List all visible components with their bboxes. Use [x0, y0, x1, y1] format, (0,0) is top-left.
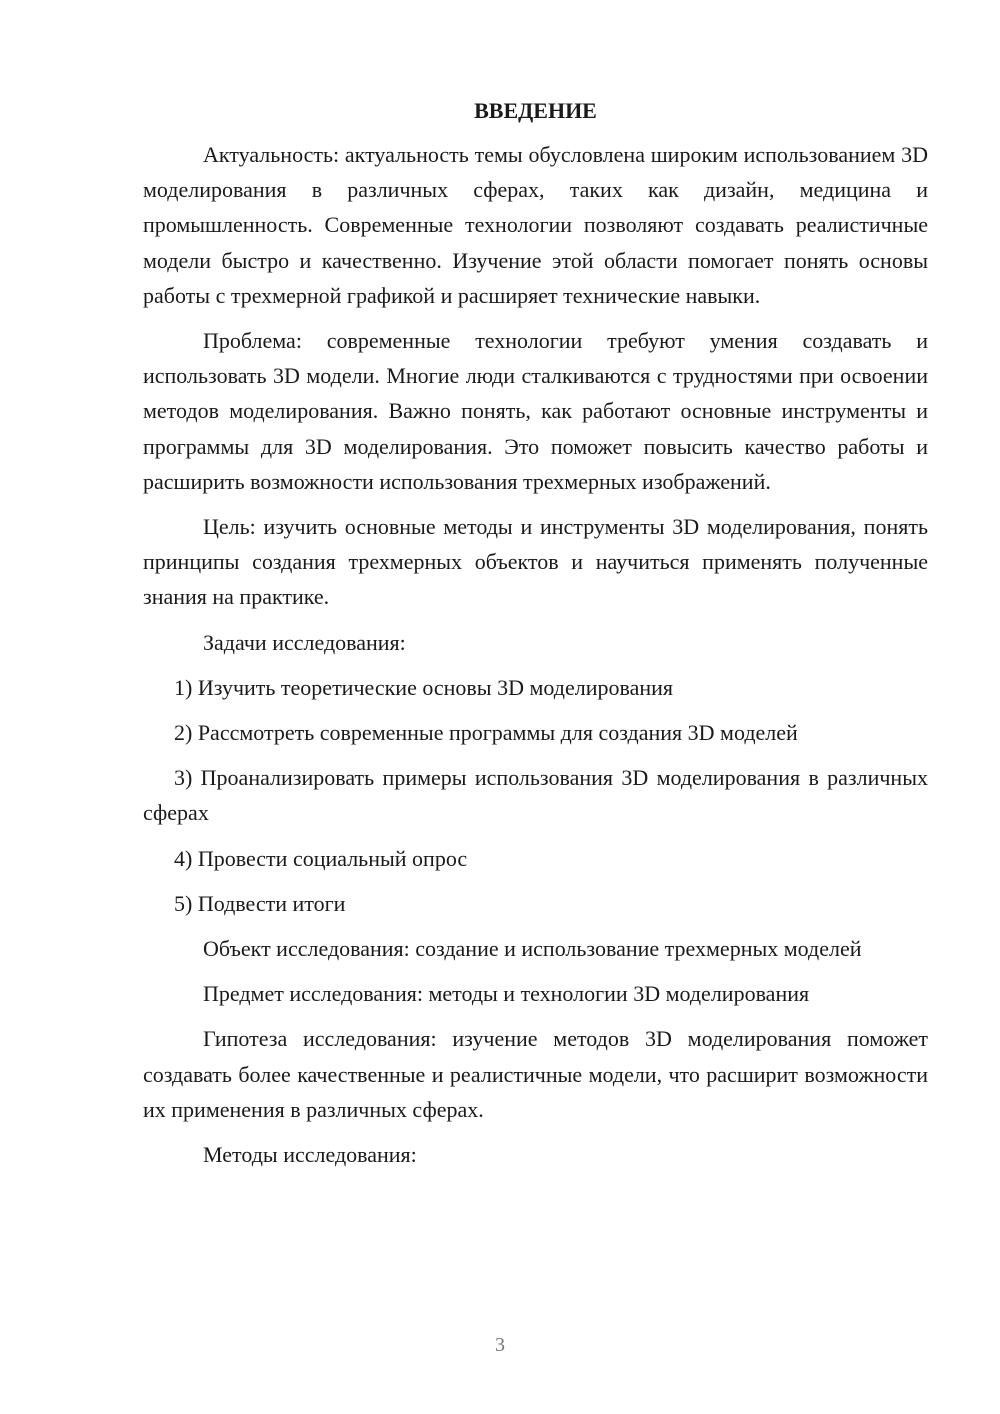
paragraph-goal: Цель: изучить основные методы и инструменты 3D моделирования, понять принципы создания трехмерных объектов и научиться применять полученные знания на практике.: [143, 514, 928, 610]
task-item-4: 4) Провести социальный опрос: [174, 845, 468, 871]
task-item-5: 5) Подвести итоги: [174, 890, 346, 916]
section-title: ВВЕДЕНИЕ: [474, 98, 597, 123]
paragraph-object: Объект исследования: создание и использование трехмерных моделей: [203, 936, 862, 962]
paragraph-relevance: Актуальность: актуальность темы обусловлена широким использованием 3D моделирования в различных сферах, таких как дизайн, медицина и промышленность. Современные технологии позволяют создавать реалистичные модели быстро и качественно. Изучение этой области помогает понять основы работы с трехмерной графикой и расширяет технические навыки.: [143, 142, 928, 308]
paragraph-methods: Методы исследования:: [203, 1142, 417, 1168]
paragraph-subject: Предмет исследования: методы и технологии 3D моделирования: [203, 981, 810, 1007]
paragraph-tasks-heading: Задачи исследования:: [203, 629, 406, 655]
task-item-2: 2) Рассмотреть современные программы для создания 3D моделей: [174, 720, 798, 746]
paragraph-hypothesis: Гипотеза исследования: изучение методов 3D моделирования поможет создавать более качественные и реалистичные модели, что расширит возможности их применения в различных сферах.: [143, 1026, 928, 1122]
page-number: 3: [495, 1334, 505, 1356]
task-item-1: 1) Изучить теоретические основы 3D моделирования: [174, 674, 673, 700]
paragraph-problem: Проблема: современные технологии требуют умения создавать и использовать 3D модели. Многие люди сталкиваются с трудностями при освоении методов моделирования. Важно понять, как работают основные инструменты и программы для 3D моделирования. Это поможет повысить качество работы и расширить возможности использования трехмерных изображений.: [143, 328, 928, 494]
task-item-3: 3) Проанализировать примеры использования 3D моделирования в различных сферах: [143, 765, 928, 826]
page-content: [143, 93, 928, 1182]
